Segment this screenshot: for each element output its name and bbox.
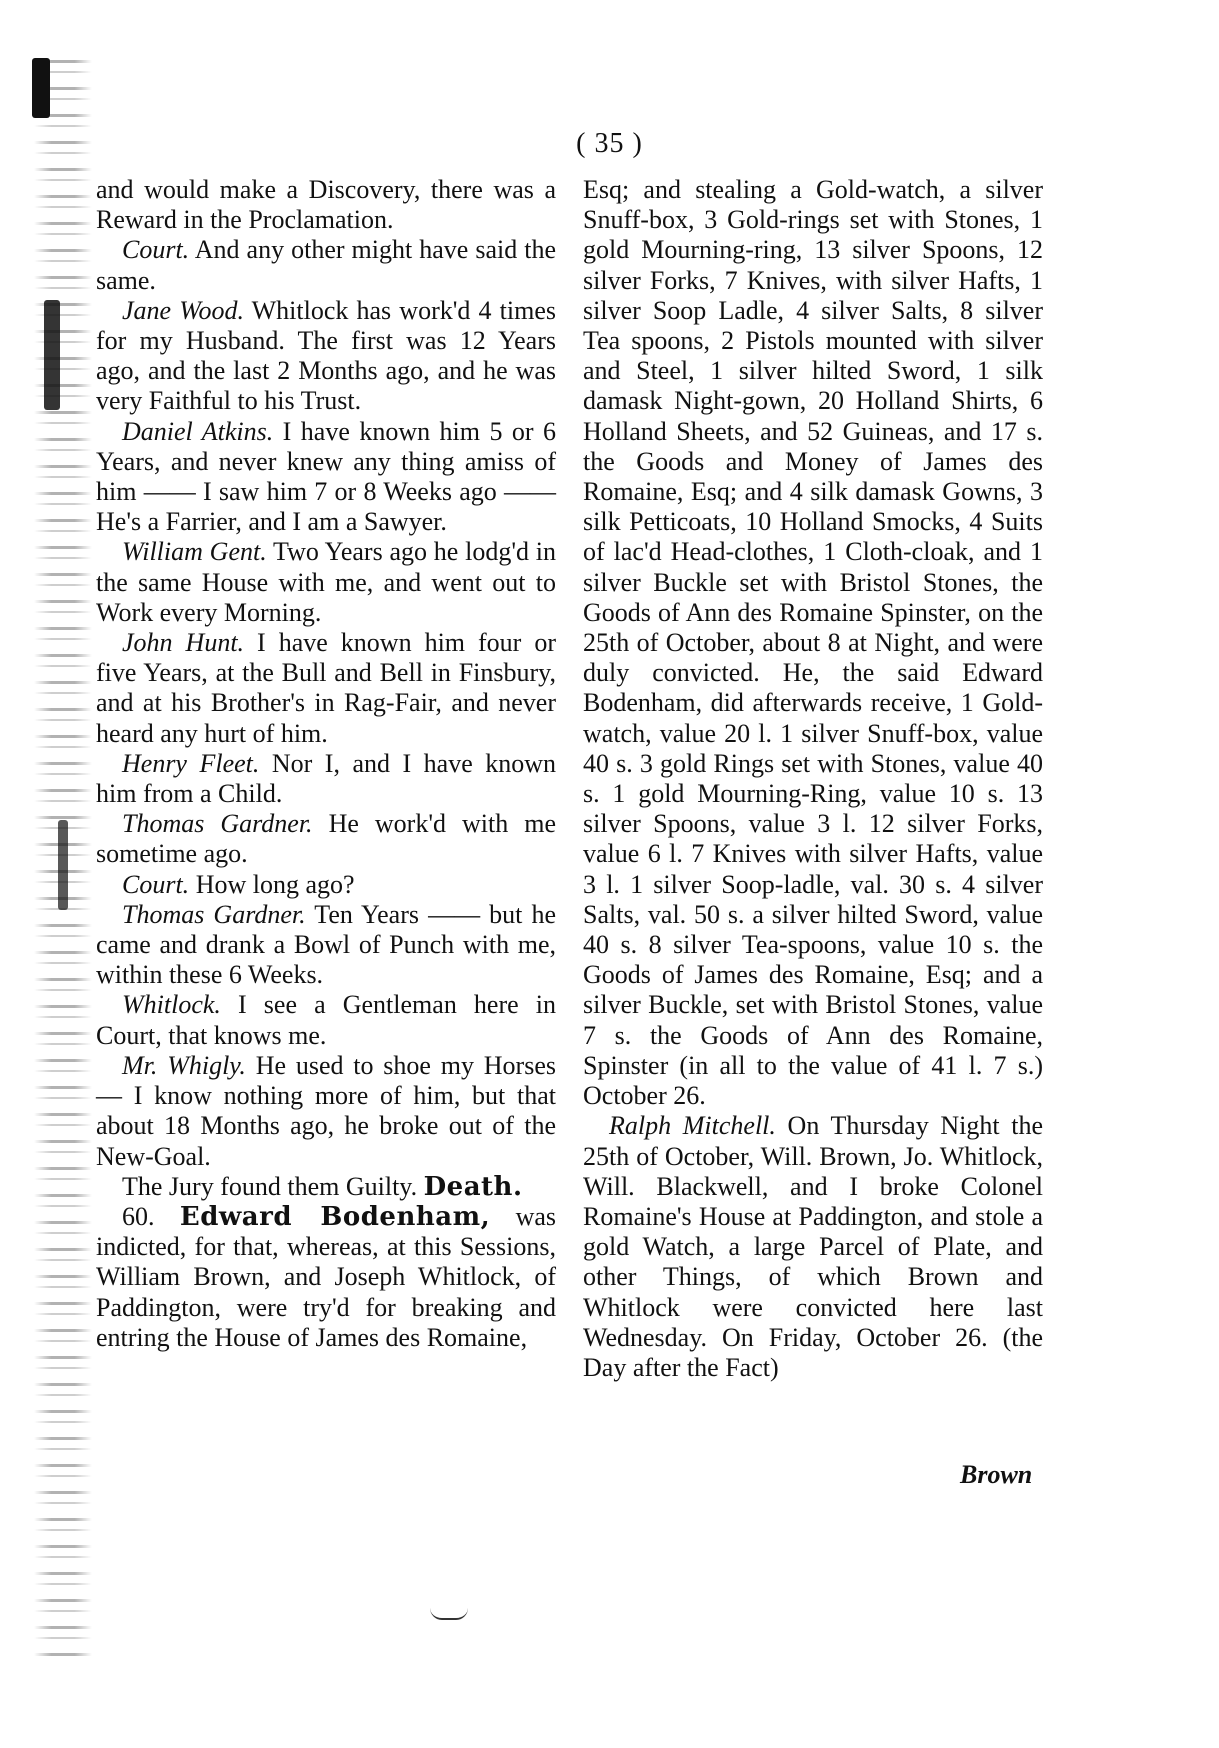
paragraph (96, 1051, 556, 1172)
left-column (96, 175, 556, 1353)
paragraph-text: How long ago? (189, 869, 355, 899)
paragraph-text: Ten Years —— but he came and drank a Bowl of Punch with me, within these 6 Weeks. (96, 899, 556, 990)
speaker-name: Ralph Mitchell. (609, 1111, 776, 1141)
paragraph-text: He used to shoe my Horses — I know nothing more of him, but that about 18 Months ago, he broke out of the New-Goal. (96, 1050, 556, 1171)
paragraph (96, 628, 556, 749)
speaker-name: Henry Fleet. (122, 748, 260, 778)
speaker-name: Thomas Gardner. (122, 809, 313, 839)
binding-ink-mark (32, 58, 50, 118)
paragraph-text: Nor I, and I have known him from a Child. (96, 748, 556, 809)
speaker-name: Whitlock. (122, 990, 221, 1020)
speaker-name: William Gent. (122, 537, 267, 567)
paragraph (96, 870, 556, 900)
paragraph-text: On Thursday Night the 25th of October, Will. Brown, Jo. Whitlock, Will. Blackwell, and I broke Colonel Romaine's House at Paddington, and stole a gold Watch, a large Parcel of Plate, and other Things, of which Brown and Whitlock were convicted here last Wednesday. On Friday, October 26. (the Day after the Fact) (583, 1111, 1043, 1382)
paragraph-text: And any other might have said the same. (96, 235, 556, 295)
speaker-name: Thomas Gardner. (122, 899, 306, 929)
catchword: Brown (960, 1460, 1033, 1489)
paragraph (96, 175, 556, 235)
verdict-line (96, 1172, 556, 1202)
paragraph (583, 1111, 1043, 1383)
defendant-name: Edward Bodenham, (179, 1201, 491, 1232)
case-indictment (96, 1202, 556, 1353)
page-number: ( 35 ) (576, 128, 643, 159)
speaker-name: Mr. Whigly. (122, 1050, 246, 1080)
paragraph (96, 900, 556, 991)
speaker-name: Daniel Atkins. (122, 416, 274, 446)
paragraph (96, 235, 556, 295)
verdict-text: The Jury found them Guilty. (122, 1171, 418, 1201)
sentence-death: Death. (423, 1171, 523, 1202)
paragraph (96, 749, 556, 809)
paragraph-text: Two Years ago he lodg'd in the same House with me, and went out to Work every Morning. (96, 537, 557, 627)
binding-ink-mark (58, 820, 68, 910)
speaker-name: Court. (122, 235, 190, 265)
paragraph-text: Esq; and stealing a Gold-watch, a silver Snuff-box, 3 Gold-rings set with Stones, 1 gold Mourning-ring, 13 silver Spoons, 12 silver Forks, 7 Knives, with silver Hafts, 1 silver Soop Ladle, 4 silver Salts, 8 silver Tea spoons, 2 Pistols mounted with silver and Steel, 1 silver hilted Sword, 1 silk damask Night-gown, 20 Holland Shirts, 6 Holland Sheets, and 52 Guineas, and 17 s. the Goods and Money of James des Romaine, Esq; and 4 silk damask Gowns, 3 silk Petticoats, 10 Holland Smocks, 4 Suits of lac'd Head-clothes, 1 Cloth-cloak, and 1 silver Buckle set with Bristol Stones, the Goods of Ann des Romaine Spinster, on the 25th of October, about 8 at Night, and were duly convicted. He, the said Edward Bodenham, did afterwards receive, 1 Gold-watch, value 20 l. 1 silver Snuff-box, value 40 s. 3 gold Rings set with Stones, value 40 s. 1 gold Mourning-Ring, value 10 s. 13 silver Spoons, value 3 l. 12 silver Forks, value 6 l. 7 Knives with silver Hafts, value 3 l. 1 silver Soop-ladle, val. 30 s. 4 silver Salts, val. 50 s. a silver hilted Sword, value 40 s. 8 silver Tea-spoons, value 10 s. the Goods of James des Romaine, Esq; and a silver Buckle, set with Bristol Stones, value 7 s. the Goods of Ann des Romaine, Spinster (in all to the value of 41 l. 7 s.) October 26. (583, 175, 1043, 1111)
stray-ink-mark (430, 1608, 468, 1620)
paragraph-text: I see a Gentleman here in Court, that knows me. (96, 990, 556, 1050)
paragraph-text: He work'd with me sometime ago. (96, 809, 556, 869)
paragraph-text: I have known him four or five Years, at the Bull and Bell in Finsbury, and at his Brother's in Rag-Fair, and never heard any hurt of him. (96, 628, 556, 748)
paragraph (96, 296, 556, 417)
paragraph-text: I have known him 5 or 6 Years, and never knew any thing amiss of him —— I saw him 7 or 8 Weeks ago —— He's a Farrier, and I am a Sawyer. (96, 416, 556, 537)
paragraph (96, 537, 556, 628)
paragraph-text: Whitlock has work'd 4 times for my Husband. The first was 12 Years ago, and the last 2 Months ago, and he was very Faithful to his Trust. (96, 295, 556, 416)
paragraph (96, 417, 556, 538)
case-number: 60. (122, 1201, 155, 1231)
paragraph (96, 809, 556, 869)
speaker-name: Court. (122, 869, 190, 899)
paragraph (583, 175, 1043, 1111)
binding-ink-mark (44, 300, 60, 410)
paragraph-text: and would make a Discovery, there was a Reward in the Proclamation. (96, 175, 556, 235)
indictment-text: was indicted, for that, whereas, at this Sessions, William Brown, and Joseph Whitlock, of Paddington, were try'd for breaking and entring the House of James des Romaine, (96, 1201, 557, 1352)
right-column (583, 175, 1043, 1383)
paragraph (96, 990, 556, 1050)
speaker-name: John Hunt. (122, 628, 245, 658)
speaker-name: Jane Wood. (122, 295, 244, 325)
